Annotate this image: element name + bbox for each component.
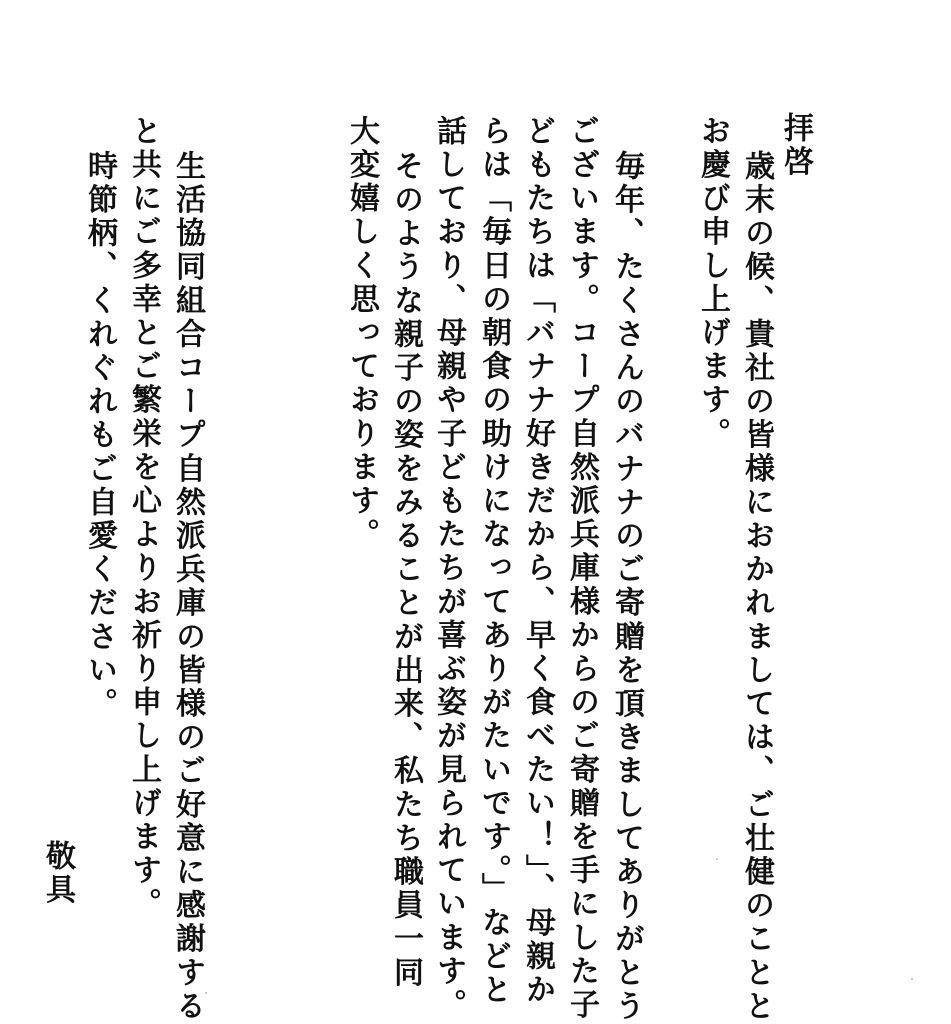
body-paragraph-1-line-4: らは「毎日の朝食の助けになってありがたいです。」などと [476, 115, 511, 1008]
season-greeting-line-1: 歳末の候、貴社の皆様におかれましては、ご壮健のことと [739, 150, 774, 1024]
scan-speck [911, 978, 913, 980]
body-paragraph-1-line-5: 話しており、母親や子どもたちが喜ぶ姿が見られています。 [431, 115, 466, 1023]
season-greeting-line-2: お慶び申し上げます。 [695, 115, 730, 451]
scan-speck [205, 992, 207, 994]
closing-paragraph-line-1: 生活協同組合コープ自然派兵庫の皆様のご好意に感謝する [170, 150, 205, 1024]
body-paragraph-1-line-3: どもたちは「バナナ好きだから、早く食べたい！」、母親か [520, 115, 555, 1008]
opening-salutation: 拝啓 [778, 112, 813, 180]
closing-paragraph-line-2: と共にご多幸とご繁栄を心よりお祈り申し上げます。 [126, 115, 161, 922]
closing-word: 敬具 [40, 840, 75, 908]
closing-paragraph-line-3: 時節柄、くれぐれもご自愛ください。 [82, 150, 117, 722]
scan-speck [716, 858, 718, 860]
body-paragraph-2-line-1: そのような親子の姿をみることが出来、私たち職員一同 [388, 150, 423, 990]
body-paragraph-2-line-2: 大変嬉しく思っております。 [344, 115, 379, 552]
body-paragraph-1-line-1: 毎年、たくさんのバナナのご寄贈を頂きましてありがとう [609, 150, 644, 1024]
body-paragraph-1-line-2: ございます。コープ自然派兵庫様からのご寄贈を手にした子 [564, 115, 599, 1023]
